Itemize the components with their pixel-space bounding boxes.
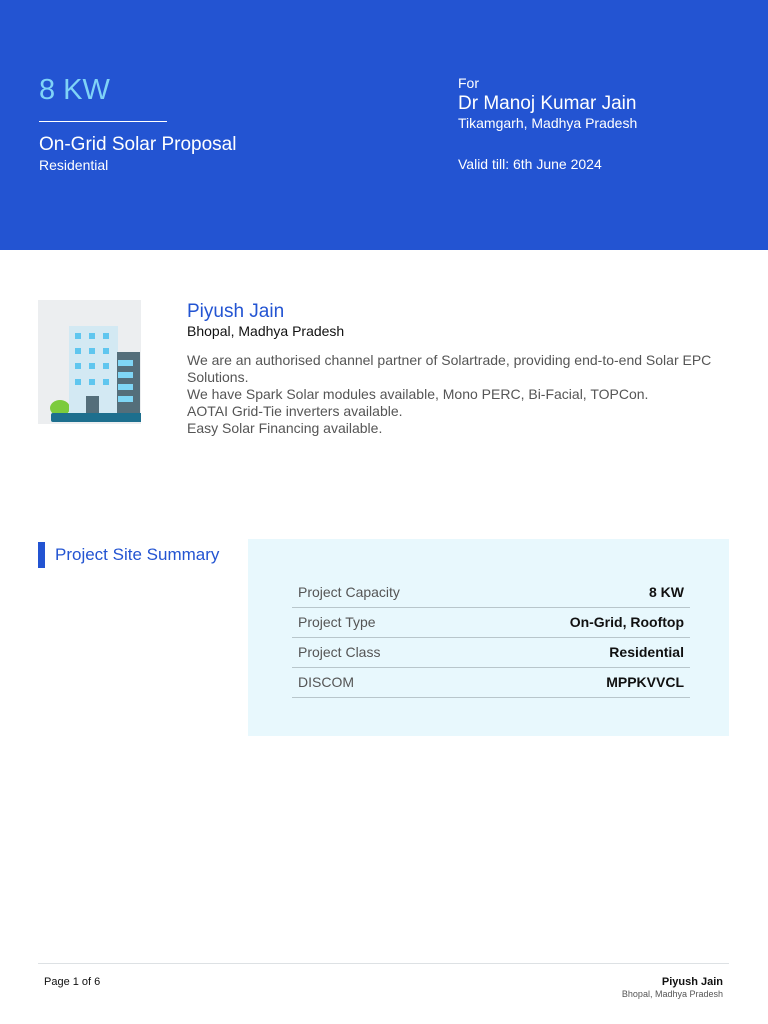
for-label: For <box>458 75 479 91</box>
partner-location: Bhopal, Madhya Pradesh <box>187 323 345 339</box>
cover-header <box>0 0 768 250</box>
about-line: We are an authorised channel partner of Solartrade, providing end-to-end Solar EPC Solutions. <box>187 352 712 385</box>
header-divider <box>39 121 167 122</box>
about-line: We have Spark Solar modules available, Mono PERC, Bi-Facial, TOPCon. <box>187 386 649 402</box>
about-line: Easy Solar Financing available. <box>187 420 383 436</box>
table-row <box>292 607 690 637</box>
row-label: Project Type <box>292 607 481 637</box>
proposal-title: On-Grid Solar Proposal <box>39 134 237 155</box>
about-line: AOTAI Grid-Tie inverters available. <box>187 403 403 419</box>
valid-till: Valid till: 6th June 2024 <box>458 156 602 172</box>
partner-logo <box>38 300 141 424</box>
section-title: Project Site Summary <box>55 545 220 564</box>
partner-about <box>187 352 747 437</box>
building-icon <box>38 300 141 424</box>
row-value: Residential <box>481 637 690 667</box>
section-accent-bar <box>38 542 45 568</box>
footer-partner-name: Piyush Jain <box>661 976 723 988</box>
row-value: MPPKVVCL <box>481 667 690 697</box>
row-value: 8 KW <box>481 577 690 607</box>
row-label: Project Class <box>292 637 481 667</box>
summary-table <box>292 577 690 698</box>
row-value: On-Grid, Rooftop <box>481 607 690 637</box>
table-row <box>292 667 690 697</box>
footer-divider <box>38 963 729 964</box>
table-row <box>292 637 690 667</box>
footer-partner-location: Bhopal, Madhya Pradesh <box>621 989 723 999</box>
partner-name: Piyush Jain <box>187 301 285 322</box>
client-name: Dr Manoj Kumar Jain <box>458 93 637 114</box>
proposal-subtitle: Residential <box>39 157 109 173</box>
page-number: Page 1 of 6 <box>44 976 101 988</box>
table-row <box>292 577 690 607</box>
row-label: Project Capacity <box>292 577 481 607</box>
row-label: DISCOM <box>292 667 481 697</box>
system-capacity: 8 KW <box>39 74 110 106</box>
client-location: Tikamgarh, Madhya Pradesh <box>458 115 638 131</box>
